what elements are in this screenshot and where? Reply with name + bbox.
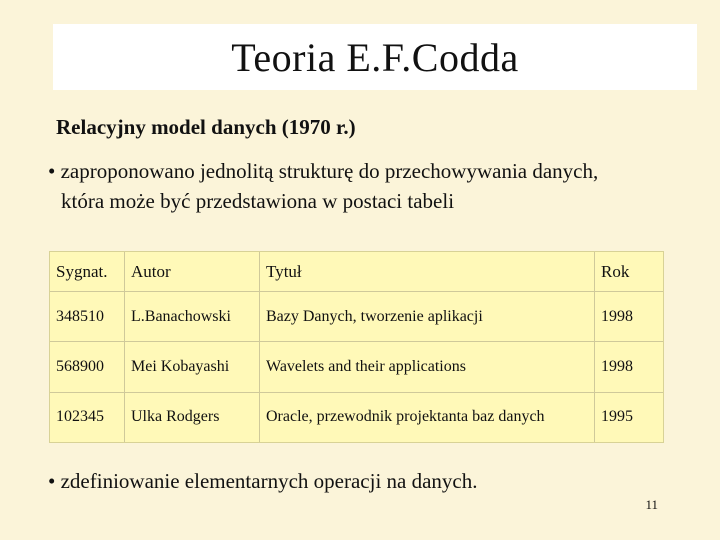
header-cell-tytul: Tytuł (260, 252, 595, 292)
slide-subtitle: Relacyjny model danych (1970 r.) (56, 115, 356, 139)
table-cell-tytul: Oracle, przewodnik projektanta baz danych (260, 392, 595, 442)
bullet-structure-line2: która może być przedstawiona w postaci tabeli (61, 189, 455, 213)
bullet-operations: • zdefiniowanie elementarnych operacji na danych. (48, 469, 478, 493)
table-cell-rok: 1995 (601, 408, 633, 426)
table-cell-sygnat: 348510 (50, 292, 125, 342)
example-table (49, 251, 664, 443)
table-cell-tytul: Wavelets and their applications (260, 342, 595, 392)
title-box (53, 24, 697, 90)
header-cell-rok: Rok (595, 252, 664, 292)
table-header-row (50, 252, 663, 292)
table-cell-autor: L.Banachowski (125, 292, 260, 342)
table-row (50, 342, 663, 392)
table-row (50, 292, 663, 342)
table-cell-autor: Mei Kobayashi (125, 342, 260, 392)
table-cell-rok: 1998 (595, 342, 664, 392)
bullet-structure (48, 156, 708, 216)
table-cell-rok: 1998 (595, 292, 664, 342)
table-cell-sygnat: 102345 (50, 392, 125, 442)
table-row (50, 392, 663, 442)
page-number: 11 (645, 497, 658, 512)
header-cell-sygnat: Sygnat. (50, 252, 125, 292)
table-cell-tytul: Bazy Danych, tworzenie aplikacji (260, 292, 595, 342)
bullet-structure-line1: • zaproponowano jednolitą strukturę do przechowywania danych, (48, 159, 599, 183)
table-cell-autor: Ulka Rodgers (125, 392, 260, 442)
table-cell-sygnat: 568900 (50, 342, 125, 392)
header-cell-autor: Autor (125, 252, 260, 292)
slide-title: Teoria E.F.Codda (231, 34, 519, 80)
